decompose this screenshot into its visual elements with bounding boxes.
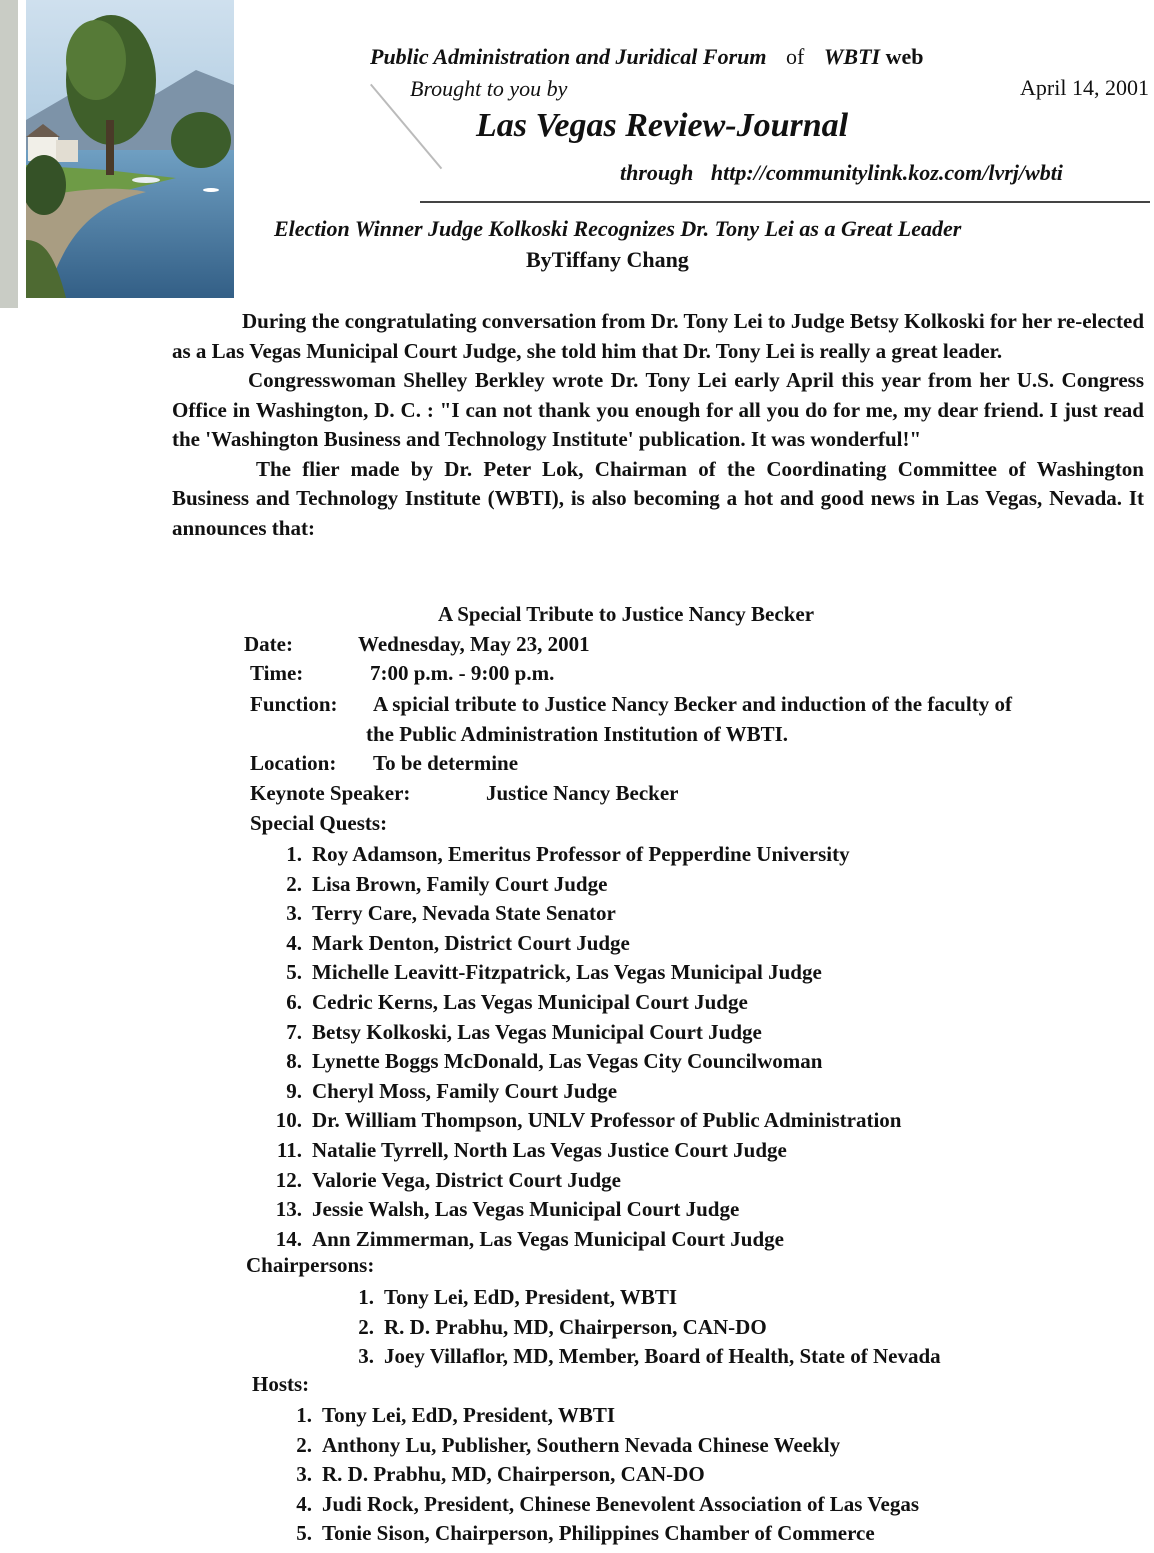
list-text: Joey Villaflor, MD, Member, Board of Health, State of Nevada	[384, 1344, 941, 1369]
list-item	[272, 1195, 901, 1225]
chairs-list	[344, 1283, 941, 1372]
list-number: 14.	[275, 1226, 302, 1251]
list-item	[272, 1106, 901, 1136]
scan-edge-strip	[0, 0, 18, 308]
list-number: 2.	[296, 1432, 312, 1457]
list-number: 3.	[296, 1462, 312, 1487]
brought-by: Brought to you by	[410, 76, 568, 101]
org-name: WBTI	[823, 44, 881, 69]
paragraph-2: Congresswoman Shelley Berkley wrote Dr. Tony Lei early April this year from her U.S. Congress Office in Washington, D. C. : "I can not thank you enough for all you do for me, my dear friend. I just read the 'Washington Business and Technology Institute' publication. It was wonderful!"	[172, 368, 1144, 451]
list-item	[344, 1313, 941, 1343]
keynote-label: Keynote Speaker:	[250, 781, 411, 805]
list-number: 13.	[275, 1197, 302, 1222]
url-line	[620, 160, 1063, 186]
location-label: Location:	[250, 751, 337, 775]
list-item	[272, 1136, 901, 1166]
list-item	[344, 1342, 941, 1372]
list-item	[272, 1225, 901, 1255]
source-url[interactable]: http://communitylink.koz.com/lvrj/wbti	[710, 160, 1063, 185]
list-number: 2.	[358, 1314, 374, 1339]
list-item	[272, 958, 901, 988]
guests-list	[272, 840, 901, 1254]
list-number: 7.	[286, 1019, 302, 1044]
hosts-label: Hosts:	[252, 1372, 310, 1396]
list-text: Lynette Boggs McDonald, Las Vegas City Councilwoman	[312, 1049, 823, 1074]
list-number: 10.	[275, 1108, 302, 1133]
list-item	[272, 1077, 901, 1107]
function-label: Function:	[250, 692, 338, 716]
article-headline: Election Winner Judge Kolkoski Recognizes Dr. Tony Lei as a Great Leader	[274, 216, 962, 241]
list-text: Ann Zimmerman, Las Vegas Municipal Court Judge	[312, 1226, 784, 1251]
list-item	[272, 929, 901, 959]
list-number: 1.	[296, 1403, 312, 1427]
header-rule	[420, 201, 1150, 203]
list-item	[282, 1401, 919, 1431]
time-value: 7:00 p.m. - 9:00 p.m.	[370, 661, 555, 685]
list-text: Judi Rock, President, Chinese Benevolent Association of Las Vegas	[322, 1491, 919, 1516]
issue-date: April 14, 2001	[1020, 75, 1149, 100]
list-number: 4.	[286, 930, 302, 955]
list-number: 8.	[286, 1049, 302, 1074]
list-item	[272, 1166, 901, 1196]
function-line-1: A spicial tribute to Justice Nancy Becker and induction of the faculty of	[373, 692, 1012, 716]
list-text: Natalie Tyrrell, North Las Vegas Justice Court Judge	[312, 1137, 787, 1162]
list-item	[272, 1047, 901, 1077]
list-number: 11.	[276, 1137, 302, 1162]
list-number: 5.	[296, 1521, 312, 1546]
paragraph-1: During the congratulating conversation from Dr. Tony Lei to Judge Betsy Kolkoski for her re-elected as a Las Vegas Municipal Court Judge, she told him that Dr. Tony Lei is really a great leader.	[172, 309, 1144, 363]
list-number: 12.	[275, 1167, 302, 1192]
list-text: Tony Lei, EdD, President, WBTI	[384, 1285, 678, 1309]
date-value: Wednesday, May 23, 2001	[358, 632, 590, 656]
list-text: R. D. Prabhu, MD, Chairperson, CAN-DO	[322, 1462, 705, 1487]
article-byline: ByTiffany Chang	[526, 247, 689, 272]
guests-label: Special Quests:	[250, 811, 388, 835]
hosts-list	[282, 1401, 919, 1549]
list-text: Cedric Kerns, Las Vegas Municipal Court Judge	[312, 989, 748, 1014]
list-text: Mark Denton, District Court Judge	[312, 930, 630, 955]
list-text: Dr. William Thompson, UNLV Professor of Public Administration	[312, 1108, 902, 1133]
list-item	[272, 870, 901, 900]
list-item	[282, 1519, 919, 1549]
list-text: R. D. Prabhu, MD, Chairperson, CAN-DO	[384, 1314, 767, 1339]
list-item	[272, 1018, 901, 1048]
web-text: web	[885, 44, 924, 69]
lakeside-landscape-image	[26, 0, 234, 298]
keynote-value: Justice Nancy Becker	[486, 781, 679, 805]
list-text: Anthony Lu, Publisher, Southern Nevada Chinese Weekly	[322, 1432, 841, 1457]
list-item	[282, 1490, 919, 1520]
list-text: Terry Care, Nevada State Senator	[312, 901, 616, 926]
list-number: 4.	[296, 1491, 312, 1516]
list-item	[282, 1460, 919, 1490]
list-text: Valorie Vega, District Court Judge	[312, 1167, 621, 1192]
tribute-title: A Special Tribute to Justice Nancy Becker	[438, 602, 815, 626]
list-text: Lisa Brown, Family Court Judge	[312, 871, 608, 896]
paragraph-3: The flier made by Dr. Peter Lok, Chairman of the Coordinating Committee of Washington Business and Technology Institute (WBTI), is also becoming a hot and good news in Las Vegas, Nevada. It announces that:	[172, 456, 1144, 540]
forum-line	[370, 44, 923, 70]
list-text: Jessie Walsh, Las Vegas Municipal Court Judge	[312, 1197, 740, 1222]
list-text: Roy Adamson, Emeritus Professor of Pepperdine University	[312, 842, 850, 866]
list-number: 1.	[358, 1285, 374, 1309]
date-label: Date:	[244, 632, 293, 656]
list-number: 2.	[286, 871, 302, 896]
article-body	[172, 307, 1144, 543]
list-number: 3.	[286, 901, 302, 926]
list-text: Tony Lei, EdD, President, WBTI	[322, 1403, 616, 1427]
header-photo	[0, 0, 236, 302]
list-text: Betsy Kolkoski, Las Vegas Municipal Court Judge	[312, 1019, 762, 1044]
list-number: 6.	[286, 989, 302, 1014]
location-value: To be determine	[373, 751, 519, 775]
list-item	[272, 988, 901, 1018]
list-number: 9.	[286, 1078, 302, 1103]
list-item	[272, 899, 901, 929]
list-item	[344, 1283, 941, 1313]
list-text: Tonie Sison, Chairperson, Philippines Chamber of Commerce	[322, 1521, 875, 1546]
chairs-label: Chairpersons:	[246, 1253, 375, 1277]
of-text: of	[786, 44, 805, 69]
list-number: 1.	[286, 842, 302, 866]
forum-name: Public Administration and Juridical Forum	[370, 44, 767, 69]
list-item	[282, 1431, 919, 1461]
time-label: Time:	[250, 661, 304, 685]
list-text: Michelle Leavitt-Fitzpatrick, Las Vegas Municipal Judge	[312, 960, 822, 985]
list-number: 5.	[286, 960, 302, 985]
newspaper-name: Las Vegas Review-Journal	[476, 107, 849, 144]
function-line-2: the Public Administration Institution of WBTI.	[366, 722, 789, 746]
list-text: Cheryl Moss, Family Court Judge	[312, 1078, 618, 1103]
list-number: 3.	[358, 1344, 374, 1369]
list-item	[272, 840, 901, 870]
through-text: through	[620, 160, 694, 185]
